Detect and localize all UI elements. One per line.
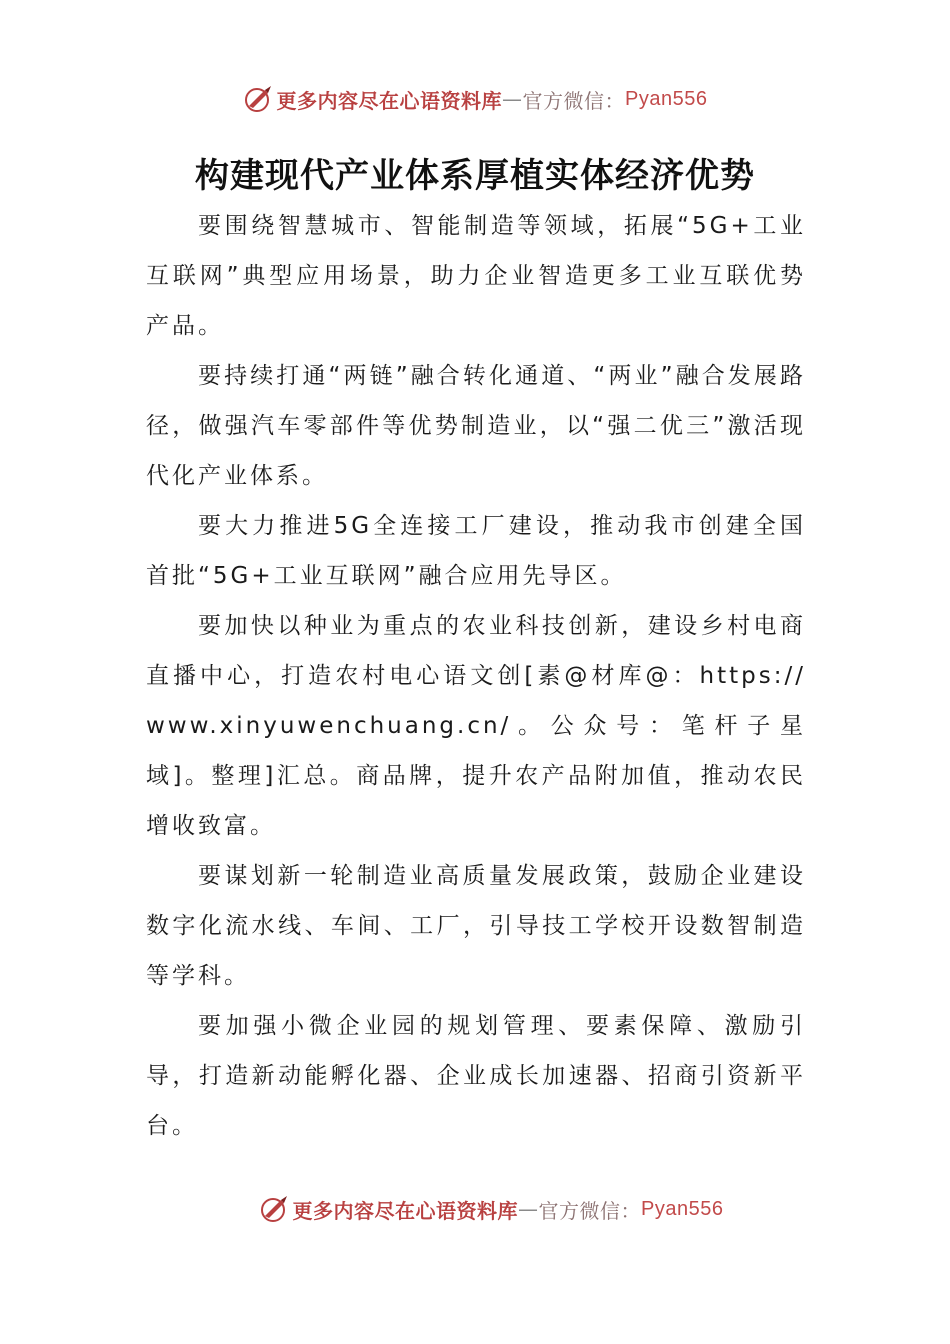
watermark-text: 更多内容尽在心语资料库	[276, 88, 503, 113]
paragraph: 要加快以种业为重点的农业科技创新，建设乡村电商直播中心，打造农村电心语文创[素@材库@：https://www.xinyuwenchuang.cn/。公众号：笔杆子星域]。整理]汇总。商品牌，提升农产品附加值，推动农民增收致富。	[146, 613, 806, 839]
paragraph: 要谋划新一轮制造业高质量发展政策，鼓励企业建设数字化流水线、车间、工厂，引导技工学校开设数智制造等学科。	[146, 863, 806, 989]
paragraph: 要围绕智慧城市、智能制造等领域，拓展“5G+工业互联网”典型应用场景，助力企业智造更多工业互联优势产品。	[146, 213, 806, 339]
paragraph: 要加强小微企业园的规划管理、要素保障、激励引导，打造新动能孵化器、企业成长加速器、招商引资新平台。	[146, 1013, 806, 1139]
quill-logo-icon	[259, 1194, 289, 1224]
quill-logo-icon	[243, 84, 273, 114]
paragraph: 要大力推进5G全连接工厂建设，推动我市创建全国首批“5G+工业互联网”融合应用先导区。	[146, 513, 806, 589]
watermark-wechat-label: 官方微信：	[538, 1198, 642, 1223]
watermark-dash: —	[518, 1197, 539, 1221]
watermark-text: 更多内容尽在心语资料库	[292, 1198, 519, 1223]
document-body	[146, 201, 806, 1151]
header-watermark	[0, 84, 950, 114]
footer-watermark	[16, 1194, 950, 1224]
watermark-dash: —	[502, 87, 523, 111]
watermark-wechat-id: Pyan556	[641, 1197, 724, 1220]
document-title: 构建现代产业体系厚植实体经济优势	[195, 156, 755, 196]
watermark-wechat-label: 官方微信：	[522, 88, 626, 113]
watermark-wechat-id: Pyan556	[625, 87, 708, 110]
paragraph: 要持续打通“两链”融合转化通道、“两业”融合发展路径，做强汽车零部件等优势制造业，以“强二优三”激活现代化产业体系。	[146, 363, 806, 489]
